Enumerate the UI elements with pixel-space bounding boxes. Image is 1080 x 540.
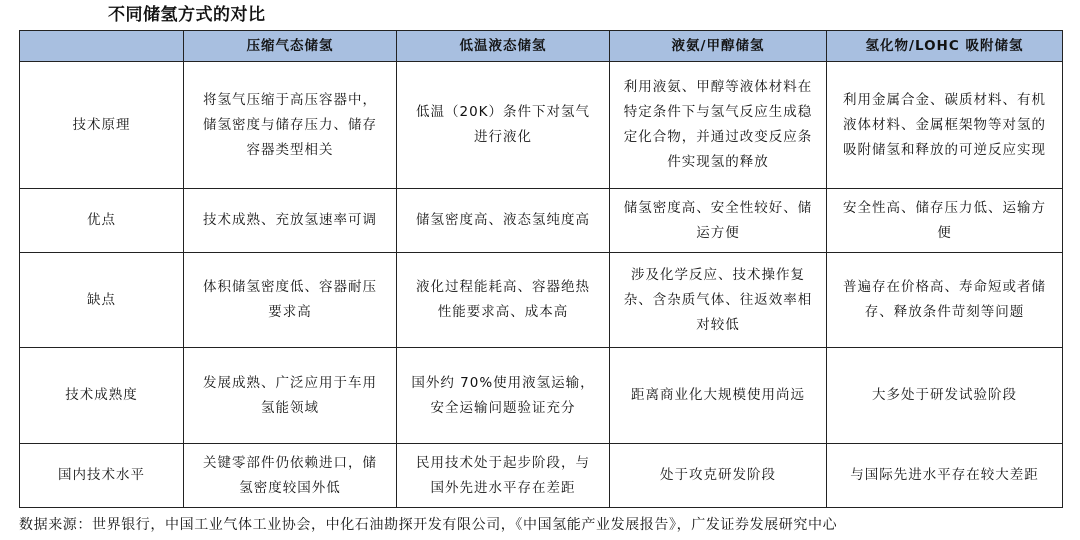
table-row (20, 253, 1063, 348)
row-label: 技术成熟度 (20, 348, 184, 444)
header-row (20, 31, 1063, 62)
table-row (20, 62, 1063, 189)
table-cell: 大多处于研发试验阶段 (827, 348, 1063, 444)
table-cell: 储氢密度高、安全性较好、储运方便 (610, 189, 827, 253)
table-row (20, 444, 1063, 508)
table-cell: 与国际先进水平存在较大差距 (827, 444, 1063, 508)
row-label: 技术原理 (20, 62, 184, 189)
header-compressed-gas: 压缩气态储氢 (184, 31, 397, 62)
table-cell: 关键零部件仍依赖进口，储氢密度较国外低 (184, 444, 397, 508)
row-label: 优点 (20, 189, 184, 253)
table-cell: 利用液氨、甲醇等液体材料在特定条件下与氢气反应生成稳定化合物，并通过改变反应条件实现氢的释放 (610, 62, 827, 189)
table-cell: 液化过程能耗高、容器绝热性能要求高、成本高 (397, 253, 610, 348)
table-cell: 涉及化学反应、技术操作复杂、含杂质气体、往返效率相对较低 (610, 253, 827, 348)
table-row (20, 189, 1063, 253)
table-cell: 将氢气压缩于高压容器中，储氢密度与储存压力、储存容器类型相关 (184, 62, 397, 189)
table-cell: 距离商业化大规模使用尚远 (610, 348, 827, 444)
table-cell: 国外约 70%使用液氢运输，安全运输问题验证充分 (397, 348, 610, 444)
header-hydride-lohc: 氢化物/LOHC 吸附储氢 (827, 31, 1063, 62)
table-cell: 低温（20K）条件下对氢气进行液化 (397, 62, 610, 189)
header-corner (20, 31, 184, 62)
table-cell: 民用技术处于起步阶段，与国外先进水平存在差距 (397, 444, 610, 508)
header-liquid-hydrogen: 低温液态储氢 (397, 31, 610, 62)
table-cell: 技术成熟、充放氢速率可调 (184, 189, 397, 253)
header-ammonia-methanol: 液氨/甲醇储氢 (610, 31, 827, 62)
table-cell: 处于攻克研发阶段 (610, 444, 827, 508)
table-cell: 利用金属合金、碳质材料、有机液体材料、金属框架物等对氢的吸附储氢和释放的可逆反应实现 (827, 62, 1063, 189)
row-label: 国内技术水平 (20, 444, 184, 508)
source-note: 数据来源：世界银行，中国工业气体工业协会，中化石油勘探开发有限公司，《中国氢能产业发展报告》，广发证券发展研究中心 (19, 517, 838, 533)
table-title: 不同储氢方式的对比 (108, 5, 266, 25)
table-cell: 安全性高、储存压力低、运输方便 (827, 189, 1063, 253)
row-label: 缺点 (20, 253, 184, 348)
table-cell: 发展成熟、广泛应用于车用氢能领域 (184, 348, 397, 444)
table-cell: 储氢密度高、液态氢纯度高 (397, 189, 610, 253)
table-cell: 普遍存在价格高、寿命短或者储存、释放条件苛刻等问题 (827, 253, 1063, 348)
table-row (20, 348, 1063, 444)
table-cell: 体积储氢密度低、容器耐压要求高 (184, 253, 397, 348)
comparison-table (19, 30, 1063, 508)
